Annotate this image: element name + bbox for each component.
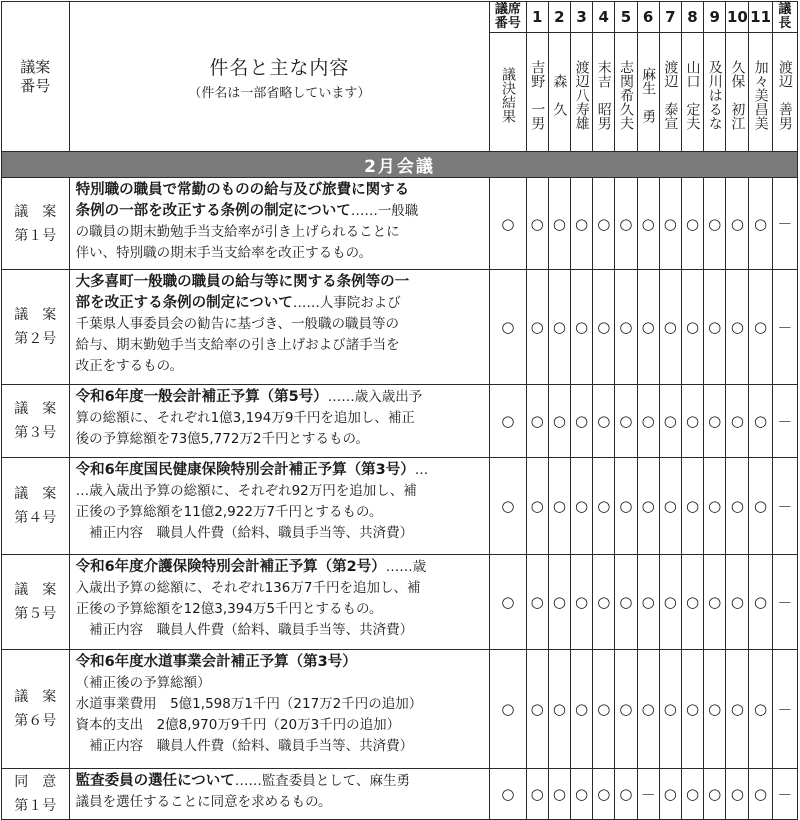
bill-number-cell [2,385,70,458]
bill-content-line: 特別職の職員で常勤のものの給与及び旅費に関する [75,182,410,198]
vote-cell: ○ [659,385,681,458]
member-name: 麻生 勇 [640,67,657,123]
vote-cell: － [772,555,797,650]
vote-cell: ○ [593,458,615,555]
result-cell: ○ [490,178,526,270]
member-chair [772,33,797,152]
vote-cell: ○ [659,458,681,555]
bill-content-cell [69,769,490,820]
result-cell: ○ [490,650,526,769]
vote-cell: ○ [570,458,592,555]
vote-cell: ○ [659,270,681,385]
result-label: 議決結果 [499,67,516,123]
seat-number-label: 議席番号 [494,2,521,31]
vote-cell: ○ [548,178,570,270]
vote-cell: ○ [726,650,749,769]
bill-content-line: （補正後の予算総額） [75,675,211,691]
vote-cell: ○ [637,385,659,458]
vote-cell: ○ [681,650,703,769]
bill-number-header [2,2,70,152]
vote-cell: ○ [526,178,548,270]
bill-type: 同 意 [14,774,57,790]
vote-cell: ○ [704,555,726,650]
vote-cell: ○ [593,385,615,458]
vote-cell: ○ [637,555,659,650]
vote-cell: ○ [659,178,681,270]
vote-cell: － [772,769,797,820]
chair-header [772,2,797,33]
bill-number-cell [2,270,70,385]
vote-cell: ○ [526,385,548,458]
vote-cell: ○ [615,385,637,458]
member-6 [637,33,659,152]
vote-cell: ○ [749,178,772,270]
vote-cell: ○ [704,178,726,270]
member-name: 山口 定夫 [684,60,701,130]
table-row [2,769,798,820]
chair-label: 議長 [778,2,792,31]
vote-cell: ○ [749,458,772,555]
bill-number-cell [2,769,70,820]
bill-type: 議 案 [14,582,57,598]
vote-cell: ○ [659,555,681,650]
seat-number-4: 4 [593,2,615,33]
member-10 [726,33,749,152]
result-cell: ○ [490,270,526,385]
bill-type: 議 案 [14,307,57,323]
bill-number-cell [2,650,70,769]
vote-cell: ○ [548,458,570,555]
bill-content-cell [69,270,490,385]
vote-cell: ○ [615,458,637,555]
bill-content-line: 正後の予算総額を12億3,394万5千円とするもの。 [75,601,383,617]
bill-number: 第１号 [14,798,57,814]
vote-cell: － [772,650,797,769]
vote-cell: ○ [615,650,637,769]
vote-cell: － [772,178,797,270]
vote-cell: ○ [593,178,615,270]
vote-results-table [1,1,798,820]
seat-number-9: 9 [704,2,726,33]
vote-cell: ○ [615,270,637,385]
bill-content-line: 令和6年度介護保険特別会計補正予算（第2号）……歳 [75,559,427,575]
bill-type: 議 案 [14,486,57,502]
session-banner: 2月会議 [2,152,798,178]
member-name: 渡辺 善男 [776,60,793,130]
vote-cell: ○ [681,555,703,650]
vote-cell: ○ [570,769,592,820]
bill-type: 議 案 [14,689,57,705]
bill-type: 議 案 [14,203,57,220]
member-name: 志関希久夫 [617,60,634,130]
vote-cell: － [637,769,659,820]
member-5 [615,33,637,152]
bill-content-line: 給与、期末勤勉手当支給率の引き上げおよび諸手当を [75,337,400,353]
bill-content-line: 後の予算総額を73億5,772万2千円とするもの。 [75,431,369,447]
result-header [490,33,526,152]
bill-content-cell [69,385,490,458]
member-name: 末吉 昭男 [595,60,612,130]
bill-number: 第１号 [14,227,57,244]
vote-cell: ○ [548,555,570,650]
vote-cell: ○ [726,769,749,820]
bill-number-cell [2,555,70,650]
member-7 [659,33,681,152]
bill-content-line: 水道事業費用 5億1,598万1千円（217万2千円の追加） [75,696,423,712]
result-cell: ○ [490,458,526,555]
vote-cell: ○ [726,178,749,270]
bill-content-line: 部を改正する条例の制定について……人事院および [75,295,401,311]
member-8 [681,33,703,152]
vote-cell: ○ [615,769,637,820]
vote-cell: ○ [570,178,592,270]
bill-number: 第４号 [14,510,57,526]
vote-cell: ○ [726,270,749,385]
result-cell: ○ [490,385,526,458]
bill-rows [2,178,798,820]
seat-number-1: 1 [526,2,548,33]
vote-cell: ○ [615,555,637,650]
member-name: 森 久 [551,74,568,116]
vote-cell: ○ [593,270,615,385]
bill-type: 議 案 [14,401,57,417]
vote-cell: ○ [749,769,772,820]
seat-number-header [490,2,526,33]
result-cell: ○ [490,769,526,820]
vote-cell: ○ [570,270,592,385]
vote-cell: ○ [749,385,772,458]
vote-cell: ○ [704,458,726,555]
member-3 [570,33,592,152]
bill-content-line: 監査委員の選任について……監査委員として、麻生勇 [75,773,411,789]
vote-cell: － [772,270,797,385]
vote-cell: ○ [593,650,615,769]
title-header-main: 件名と主な内容 [209,56,350,79]
vote-cell: ○ [704,270,726,385]
member-11 [749,33,772,152]
vote-cell: ○ [681,769,703,820]
vote-cell: ○ [570,555,592,650]
vote-cell: － [772,385,797,458]
vote-cell: ○ [659,769,681,820]
vote-cell: ○ [749,650,772,769]
vote-cell: ○ [726,385,749,458]
vote-cell: ○ [548,769,570,820]
bill-number-header-line1: 議案 [20,57,51,76]
bill-content-line: 令和6年度水道事業会計補正予算（第3号） [75,654,357,670]
member-name: 久保 初江 [729,60,746,130]
bill-content-line: 補正内容 職員人件費（給料、職員手当等、共済費） [75,622,414,638]
bill-content-line: 補正内容 職員人件費（給料、職員手当等、共済費） [75,738,414,754]
vote-cell: ○ [704,769,726,820]
vote-cell: ○ [637,270,659,385]
bill-content-line: 改正をするもの。 [75,358,184,374]
vote-cell: ○ [659,650,681,769]
table-row [2,458,798,555]
bill-content-line: 千葉県人事委員会の勧告に基づき、一般職の職員等の [75,316,400,332]
vote-cell: ○ [749,555,772,650]
bill-content-line: 条例の一部を改正する条例の制定について……一般職 [75,203,419,219]
result-cell: ○ [490,555,526,650]
vote-cell: ○ [548,385,570,458]
bill-content-cell [69,458,490,555]
bill-content-line: 入歳出予算の総額に、それぞれ136万7千円を追加し、補 [75,580,421,596]
vote-cell: ○ [681,385,703,458]
vote-cell: ○ [615,178,637,270]
vote-cell: ○ [526,555,548,650]
title-header-sub: （件名は一部省略しています） [188,85,371,101]
seat-number-3: 3 [570,2,592,33]
bill-number-header-line2: 番号 [20,76,51,95]
table-row [2,178,798,270]
member-name: 及川はるな [706,60,723,130]
bill-content-line: 正後の予算総額を11億2,922万7千円とするもの。 [75,504,383,520]
bill-number: 第２号 [14,331,57,347]
vote-cell: ○ [681,270,703,385]
bill-content-cell [69,555,490,650]
seat-number-10: 10 [726,2,749,33]
bill-content-line: 令和6年度国民健康保険特別会計補正予算（第3号）… [75,462,429,478]
title-header [69,2,490,152]
bill-content-line: 大多喜町一般職の職員の給与等に関する条例等の一 [75,274,410,290]
vote-cell: ○ [548,270,570,385]
vote-cell: ○ [548,650,570,769]
member-9 [704,33,726,152]
bill-number-cell [2,458,70,555]
seat-number-6: 6 [637,2,659,33]
vote-cell: ○ [526,458,548,555]
vote-cell: ○ [726,458,749,555]
bill-number: 第５号 [14,606,57,622]
bill-number: 第６号 [14,713,57,729]
vote-cell: ○ [637,458,659,555]
bill-content-line: …歳入歳出予算の総額に、それぞれ92万円を追加し、補 [75,483,417,499]
bill-content-line: 補正内容 職員人件費（給料、職員手当等、共済費） [75,525,414,541]
vote-cell: ○ [637,178,659,270]
member-2 [548,33,570,152]
member-name: 渡辺 泰宣 [662,60,679,130]
vote-cell: ○ [526,650,548,769]
bill-content-line: 資本的支出 2億8,970万9千円（20万3千円の追加） [75,717,401,733]
vote-cell: ○ [570,385,592,458]
vote-cell: ○ [726,555,749,650]
vote-cell: ○ [704,650,726,769]
member-name: 加々美昌美 [752,60,769,130]
bill-content-line: 算の総額に、それぞれ1億3,194万9千円を追加し、補正 [75,410,415,426]
bill-content-line: の職員の期末勤勉手当支給率が引き上げられることに [75,224,400,240]
vote-cell: ○ [681,458,703,555]
vote-cell: ○ [749,270,772,385]
vote-cell: ○ [526,769,548,820]
member-name: 渡辺八寿雄 [573,60,590,130]
vote-cell: ○ [593,555,615,650]
seat-number-2: 2 [548,2,570,33]
table-row [2,555,798,650]
bill-content-line: 議員を選任することに同意を求めるもの。 [75,794,332,810]
seat-number-5: 5 [615,2,637,33]
bill-number: 第３号 [14,425,57,441]
seat-number-8: 8 [681,2,703,33]
table-row [2,270,798,385]
seat-number-7: 7 [659,2,681,33]
vote-cell: ○ [570,650,592,769]
bill-content-line: 令和6年度一般会計補正予算（第5号）……歳入歳出予 [75,389,423,405]
bill-content-line: 伴い、特別職の期末手当支給率を改正するもの。 [75,245,373,261]
bill-number-cell [2,178,70,270]
member-4 [593,33,615,152]
table-row [2,385,798,458]
vote-cell: ○ [526,270,548,385]
vote-cell: ○ [637,650,659,769]
bill-content-cell [69,178,490,270]
vote-cell: － [772,458,797,555]
seat-number-11: 11 [749,2,772,33]
vote-cell: ○ [593,769,615,820]
vote-cell: ○ [681,178,703,270]
table-row [2,650,798,769]
member-name: 吉野 一男 [529,60,546,130]
vote-cell: ○ [704,385,726,458]
bill-content-cell [69,650,490,769]
member-1 [526,33,548,152]
